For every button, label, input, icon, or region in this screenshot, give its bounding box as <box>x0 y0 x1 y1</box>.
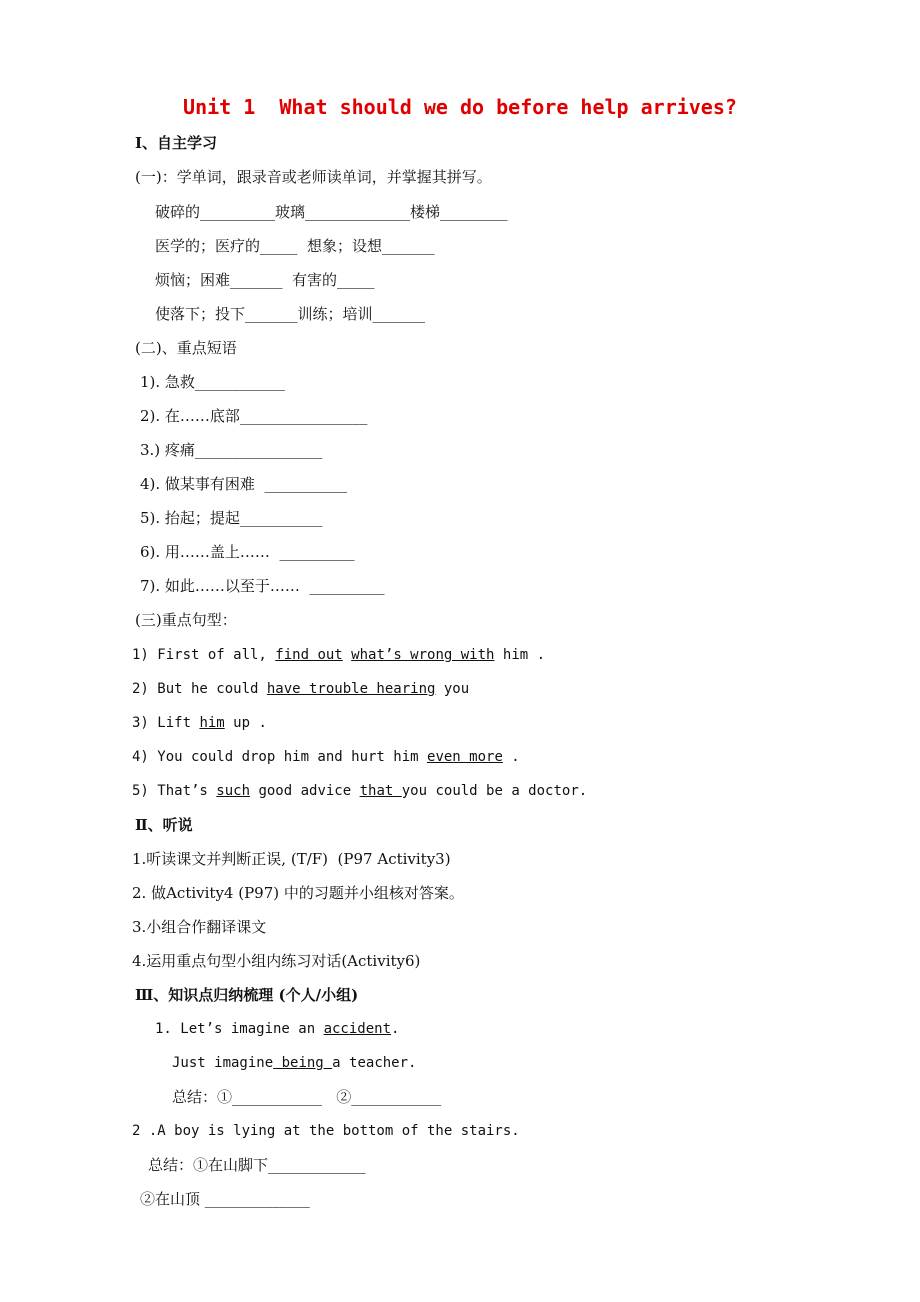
underlined-phrase: find out <box>275 647 343 663</box>
section-1-heading: Ⅰ、自主学习 <box>135 134 218 152</box>
vocab-row: 医学的；医疗的_____ 想象；设想_______ <box>155 237 435 255</box>
sentence-text: 3) Lift <box>132 715 200 731</box>
listening-item: 1.听读课文并判断正误, (T/F) (P97 Activity3) <box>132 850 451 868</box>
part-3-label: (三)重点句型： <box>135 611 237 629</box>
sentence-text: . <box>391 1021 400 1037</box>
sentence-text <box>343 647 351 663</box>
sentence-text: you <box>435 681 470 697</box>
phrase-item: 5). 抬起；提起___________ <box>140 509 323 527</box>
phrase-item: 2). 在……底部_________________ <box>140 407 368 425</box>
sentence-text: Just imagine <box>172 1055 274 1071</box>
section-3-heading: Ⅲ、知识点归纳梳理 (个人/小组) <box>135 986 359 1004</box>
phrase-item: 4). 做某事有困难 ___________ <box>140 475 347 493</box>
sentence-text: 1. Let’s imagine an <box>155 1021 324 1037</box>
point-2-summary-2: ②在山顶 ______________ <box>140 1190 310 1208</box>
vocab-row: 破碎的__________玻璃______________楼梯_________ <box>155 203 508 221</box>
sentence-3 <box>132 713 267 733</box>
sentence-text: . <box>502 749 520 765</box>
point-2-summary: 总结：①在山脚下_____________ <box>148 1156 366 1174</box>
point-1-example-1 <box>155 1019 399 1039</box>
underlined-phrase: have trouble hearing <box>266 681 436 697</box>
underlined-phrase: even more <box>427 749 503 765</box>
underlined-phrase: what’s wrong with <box>351 647 495 663</box>
sentence-text: up . <box>224 715 267 731</box>
listening-item: 2. 做Activity4 (P97) 中的习题并小组核对答案。 <box>132 884 464 902</box>
underlined-phrase: being <box>273 1055 333 1071</box>
part-1-label: (一)：学单词，跟录音或老师读单词，并掌握其拼写。 <box>135 168 492 186</box>
sentence-1 <box>132 645 545 665</box>
phrase-item: 6). 用……盖上…… __________ <box>140 543 355 561</box>
sentence-text: a teacher. <box>332 1055 417 1071</box>
vocab-row: 烦恼；困难_______ 有害的_____ <box>155 271 375 289</box>
vocab-row: 使落下；投下_______训练；培训_______ <box>155 305 426 323</box>
page-title: Unit 1 What should we do before help arrives? <box>183 95 737 119</box>
underlined-phrase: accident <box>323 1021 392 1037</box>
sentence-text: you could be a doctor. <box>401 783 588 799</box>
point-1-example-2 <box>172 1053 416 1073</box>
sentence-text: good advice <box>250 783 360 799</box>
sentence-text: him . <box>494 647 546 663</box>
sentence-5 <box>132 781 587 801</box>
point-1-summary: 总结：①____________ ②____________ <box>172 1088 442 1106</box>
sentence-4 <box>132 747 520 767</box>
listening-item: 3.小组合作翻译课文 <box>132 918 267 936</box>
underlined-phrase: him <box>199 715 225 731</box>
part-2-label: (二)、重点短语 <box>135 339 237 357</box>
underlined-phrase: that <box>359 783 402 799</box>
phrase-item: 3.) 疼痛_________________ <box>140 441 323 459</box>
sentence-text: 5) That’s <box>132 783 217 799</box>
underlined-phrase: such <box>216 783 251 799</box>
sentence-text: 1) First of all, <box>132 647 276 663</box>
listening-item: 4.运用重点句型小组内练习对话(Activity6) <box>132 952 421 970</box>
phrase-item: 7). 如此……以至于…… __________ <box>140 577 385 595</box>
sentence-text: 2) But he could <box>132 681 267 697</box>
section-2-heading: Ⅱ、听说 <box>135 816 193 834</box>
sentence-text: 4) You could drop him and hurt him <box>132 749 428 765</box>
point-2-example: 2 .A boy is lying at the bottom of the stairs. <box>132 1123 520 1139</box>
phrase-item: 1). 急救____________ <box>140 373 285 391</box>
sentence-2 <box>132 679 469 699</box>
